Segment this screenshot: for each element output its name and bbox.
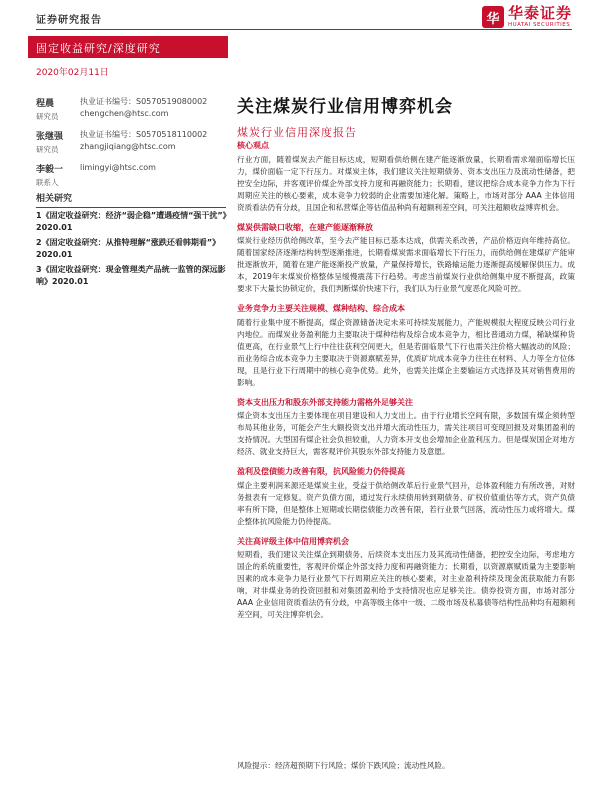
section-text: 随着行业集中度不断提高，煤企资源储备决定未来可持续发展能力，产能规模很大程度反映公司行业内地位。而煤炭业务盈利能力主要取决于煤种结构及综合成本竞争力，相比普通动力煤，稀缺煤种货值更高，在行业景气上行中往往获利空间更大，但是若面临景气下行也需关注价格大幅波动的风险；而业务综合成本竞争力主要取决于资源禀赋差异，优质矿坑成本竞争力往往在材料、人力等全方位体现，且是行业下行周期中的核心竞争优势。此外，也需关注煤企主要输运方式选择及其对销售费用的影响。 — [237, 317, 575, 387]
section-supply-demand — [237, 222, 575, 296]
analyst-name: 程晨 — [36, 99, 55, 109]
section-heading: 核心观点 — [237, 141, 269, 150]
section-heading: 盈利及偿债能力改善有限，抗风险能力仍待提高 — [237, 467, 405, 477]
section-text: 煤企主要利润来源还是煤炭主业，受益于供给侧改革后行业景气回升，总体盈利能力有所改善，对财务报表有一定修复。资产负债方面，通过发行永续债用转到期债务、矿权价值重估等方式，资产负债率有所下降，但是整体上短期或长期偿债能力改善有限，若行业景气回落，流动性压力或将增大。煤企整体抗风险能力仍待提高。 — [237, 480, 575, 526]
section-text: 煤炭行业经历供给侧改革，至今去产能目标已基本达成，供需关系改善，产品价格迈向年维持高位。随着国家经济逐渐结构转型逐渐推进，长期看煤炭需求面临增长下行压力，而供给侧在建煤矿产能审批逐渐放开，随着在建产能逐渐投产放量，产量保持增长，铁路输运能力逐渐提高缓解保供压力。成本，2019年末煤炭价格整体呈缓慢震荡下行趋势。考虑当前煤炭行业供给侧集中度不断提高，政策要求下大量长协锁定价，我们判断煤价快速下行，我们认为行业景气度恶化风险可控。 — [237, 236, 575, 294]
category-banner: 固定收益研究/深度研究 — [28, 36, 228, 58]
section-opportunity — [237, 536, 575, 622]
section-text: 行业方面，随着煤炭去产能目标达成，短期看供给侧在建产能逐渐放量，长期看需求端面临增长压力，煤价面临一定下行压力。对煤炭主体，我们建议关注短期债务、资本支出压力及流动性储备，把控安全边际，并客观评价煤企外部支持力度和再融资能力；长期看，建议把综合成本竞争力作为下行周期应关注的核心要素，成本竞争力较弱的企业需要加速化解。策略上，市场对部分 AAA 主体信用资质看法仍有分歧，且国企和私营煤企等估值品种尚有超额利差空间，可关注超额收益博弈机会。 — [237, 154, 575, 212]
section-heading: 业务竞争力主要关注规模、煤种结构、综合成本 — [237, 304, 405, 314]
section-heading: 煤炭供需缺口收缩，在建产能逐渐释放 — [237, 222, 373, 232]
huatai-logo — [482, 6, 572, 29]
analyst-email[interactable]: zhangjiqiang@htsc.com — [80, 141, 176, 151]
related-research-link[interactable]: 1《固定收益研究：经济“弱企稳”遭遇疫情“强干扰”》2020.01 — [36, 211, 231, 233]
report-subtitle: 煤炭行业信用深度报告 — [237, 126, 357, 139]
analyst-license: 执业证书编号：S0570519080002 — [80, 97, 208, 106]
report-body — [237, 140, 575, 629]
analyst-entry — [36, 96, 226, 122]
section-heading: 关注高评级主体中信用博弈机会 — [237, 536, 349, 546]
section-text: 短期看，我们建议关注煤企到期债务、后续资本支出压力及其流动性储备，把控安全边际，考虑地方国企的系统重要性，客观评价煤企外部支持力度和再融资能力；长期看，以资源禀赋质量为主要影响因素的成本竞争力是行业景气下行周期应关注的核心要素，对主业盈利持续及现金流获取能力有影响，对非煤业务的投资回报和对集团盈利给予支持情况也应足够关注。债券投资方面，市场对部分 AAA 企业信用资质看法仍有分歧，中高等级主体中一级、二级市场及私募债等结构性品种均有超额利差空间，可关注博弈机会。 — [237, 550, 575, 620]
section-competitiveness — [237, 303, 575, 389]
report-title: 关注煤炭行业信用博弈机会 — [237, 97, 453, 117]
section-profitability — [237, 466, 575, 528]
analyst-name: 李毅一 — [36, 165, 64, 175]
report-date: 2020年02月11日 — [36, 68, 109, 78]
analyst-role: 研究员 — [36, 112, 59, 121]
analyst-entry — [36, 162, 226, 188]
logo-name-cn: 华泰证券 — [507, 4, 572, 22]
related-research-link[interactable]: 3《固定收益研究：现金管理类产品统一监管的深远影响》2020.01 — [36, 264, 226, 286]
risk-warning: 风险提示：经济超预期下行风险；煤价下跌风险；流动性风险。 — [237, 761, 450, 770]
section-heading: 资本支出压力和股东外部支持能力需格外足够关注 — [237, 397, 413, 407]
analyst-role: 联系人 — [36, 178, 59, 187]
analyst-name: 张继强 — [36, 132, 64, 142]
related-research-list — [36, 210, 232, 290]
logo-name-en: HUATAI SECURITIES — [507, 22, 571, 28]
section-text: 煤企资本支出压力主要体现在项目建设和人力支出上。由于行业增长空间有限，多数国有煤企须转型布局其他业务，可能会产生大额投资支出并增大流动性压力，需关注项目可变现回报及对集团盈利的支持情况。大型国有煤企社会负担较重，人力资本开支也会增加企业盈利压力。但是煤炭国企对地方经济、就业支持巨大，需客观评价其股东外部支持能力及意愿。 — [237, 411, 575, 457]
analyst-role: 研究员 — [36, 145, 59, 154]
related-research-heading: 相关研究 — [36, 191, 226, 208]
report-heading — [237, 92, 575, 140]
analyst-entry — [36, 129, 226, 155]
logo-icon: 华 — [482, 6, 504, 28]
related-research-link[interactable]: 2《固定收益研究：从推特理解“涨跌还看韩期看”》2020.01 — [36, 237, 221, 260]
section-core-views — [237, 140, 575, 214]
section-capex — [237, 397, 575, 459]
analyst-license: 执业证书编号：S0570518110002 — [80, 130, 208, 139]
report-type-label: 证券研究报告 — [36, 15, 102, 26]
analyst-list — [36, 96, 226, 195]
analyst-email[interactable]: chengchen@htsc.com — [80, 108, 169, 118]
header-divider — [36, 29, 572, 30]
analyst-email[interactable]: limingyi@htsc.com — [80, 163, 156, 172]
